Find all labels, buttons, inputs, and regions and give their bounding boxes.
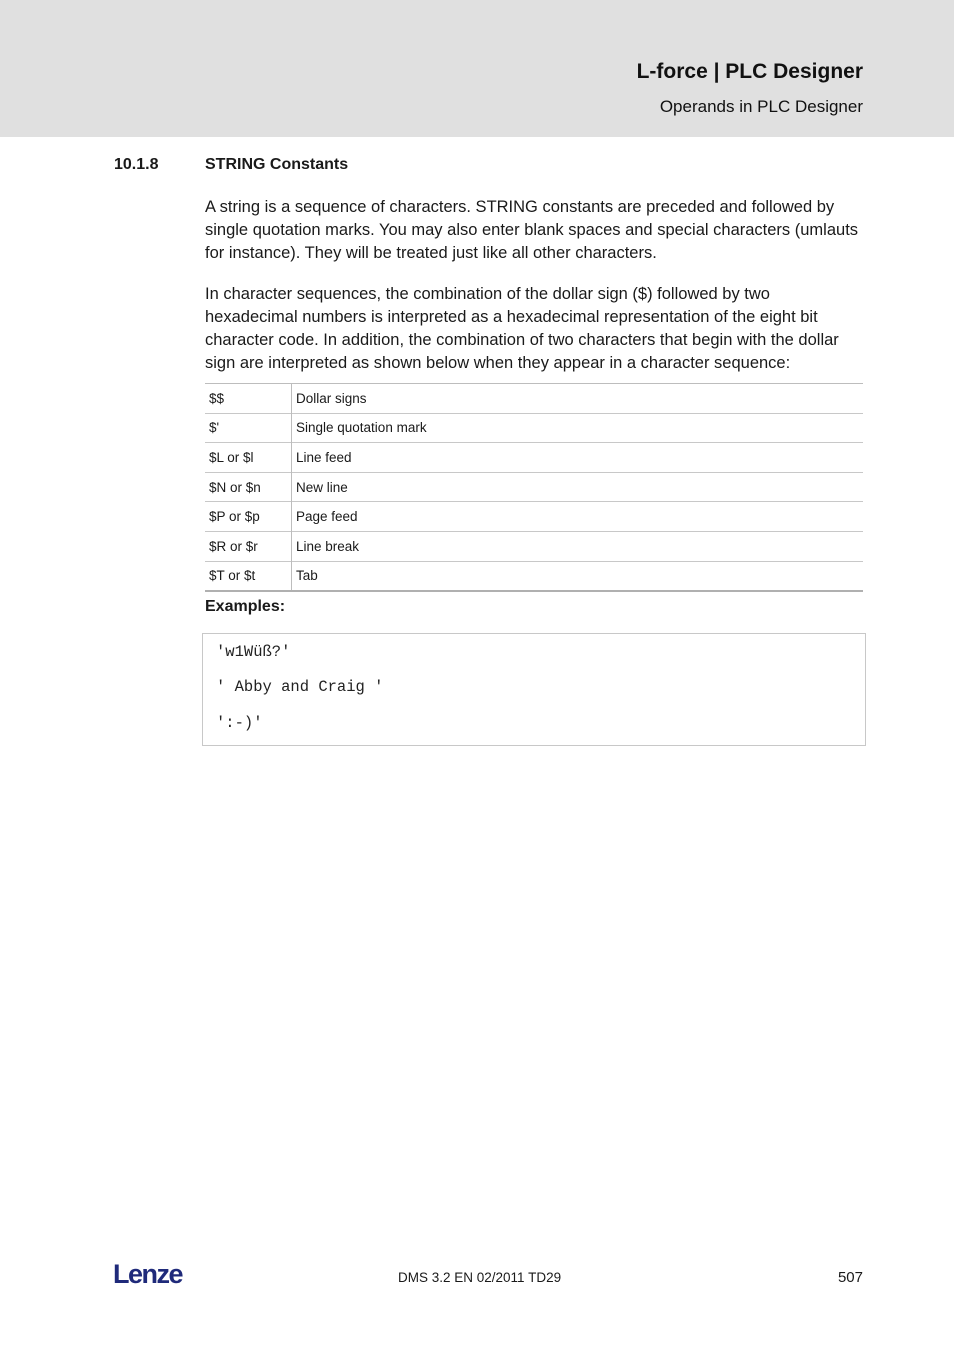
table-row bbox=[205, 502, 863, 532]
escape-code: $P or $p bbox=[205, 502, 292, 532]
escape-meaning: Page feed bbox=[292, 502, 864, 532]
section-title: STRING Constants bbox=[205, 156, 349, 173]
escape-code: $' bbox=[205, 413, 292, 443]
escape-meaning: New line bbox=[292, 472, 864, 502]
table-row bbox=[205, 531, 863, 561]
page-number: 507 bbox=[837, 1269, 863, 1286]
escape-meaning: Dollar signs bbox=[292, 384, 864, 414]
document-title: L-force | PLC Designer bbox=[636, 60, 863, 83]
escape-meaning: Tab bbox=[292, 561, 864, 591]
escape-code: $R or $r bbox=[205, 531, 292, 561]
escape-meaning: Single quotation mark bbox=[292, 413, 864, 443]
code-example-line: ':-)' bbox=[216, 714, 263, 732]
dollar-sign-paragraph: In character sequences, the combination of the dollar sign ($) followed by two hexadecimal numbers is interpreted as a hexadecimal representation of the eight bit character code. In addition, the combination of two characters that begin with the dollar sign are interpreted as shown below when they appear in a character sequence: bbox=[205, 285, 839, 372]
escape-meaning: Line feed bbox=[292, 443, 864, 473]
examples-label: Examples: bbox=[205, 598, 286, 615]
chapter-subtitle: Operands in PLC Designer bbox=[659, 97, 863, 116]
escape-codes-table bbox=[205, 383, 863, 592]
escape-code: $T or $t bbox=[205, 561, 292, 591]
table-row bbox=[205, 413, 863, 443]
escape-code: $$ bbox=[205, 384, 292, 414]
code-example-line: ' Abby and Craig ' bbox=[216, 678, 384, 696]
code-example-box bbox=[202, 633, 866, 746]
code-example-line: 'w1Wüß?' bbox=[216, 643, 291, 661]
intro-paragraph: A string is a sequence of characters. STRING constants are preceded and followed by single quotation marks. You may also enter blank spaces and special characters (umlauts for instance). They will be treated just like all other characters. bbox=[205, 198, 859, 262]
lenze-logo: Lenze bbox=[113, 1259, 183, 1289]
escape-code: $N or $n bbox=[205, 472, 292, 502]
table-row bbox=[205, 561, 863, 591]
header-band bbox=[0, 0, 954, 137]
escape-code: $L or $l bbox=[205, 443, 292, 473]
table-row bbox=[205, 472, 863, 502]
table-row bbox=[205, 384, 863, 414]
escape-meaning: Line break bbox=[292, 531, 864, 561]
document-id: DMS 3.2 EN 02/2011 TD29 bbox=[398, 1270, 562, 1285]
table-row bbox=[205, 443, 863, 473]
section-number: 10.1.8 bbox=[114, 156, 159, 173]
